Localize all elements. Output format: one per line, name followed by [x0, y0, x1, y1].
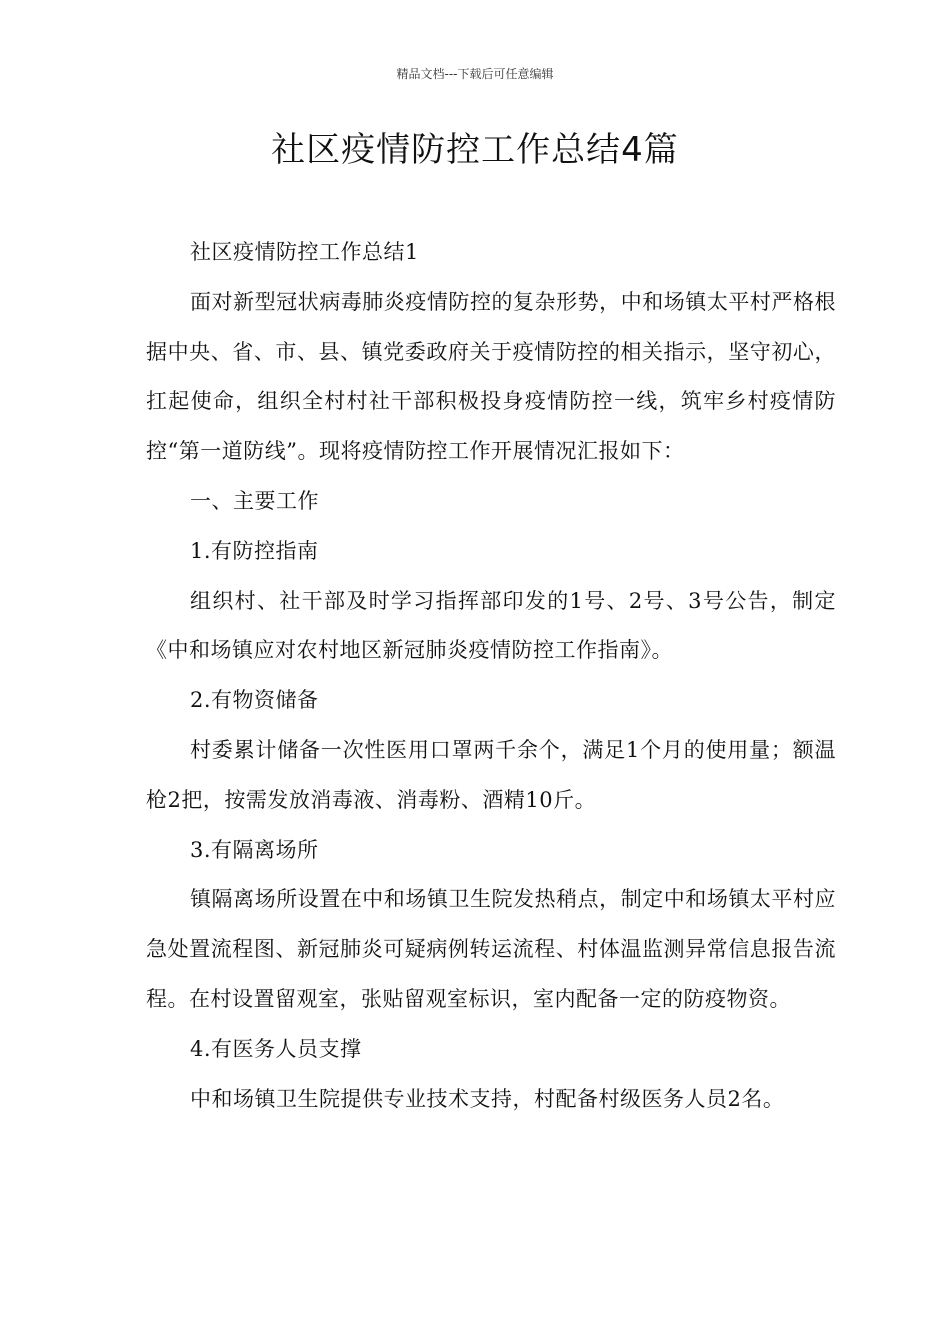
header-note: 精品文档---下载后可任意编辑 — [396, 67, 554, 81]
paragraph: 村委累计储备一次性医用口罩两千余个，满足1个月的使用量；额温枪2把，按需发放消毒液、消毒粉、酒精10斤。 — [146, 737, 836, 812]
subsection-heading: 1.有防控指南 — [190, 538, 319, 563]
paragraph: 镇隔离场所设置在中和场镇卫生院发热稍点，制定中和场镇太平村应急处置流程图、新冠肺炎可疑病例转运流程、村体温监测异常信息报告流程。在村设置留观室，张贴留观室标识，室内配备一定的防疫物资。 — [146, 887, 836, 1011]
section-heading: 一、主要工作 — [190, 488, 319, 513]
paragraph: 组织村、社干部及时学习指挥部印发的1号、2号、3号公告，制定《中和场镇应对农村地区新冠肺炎疫情防控工作指南》。 — [146, 588, 836, 663]
paragraph: 面对新型冠状病毒肺炎疫情防控的复杂形势，中和场镇太平村严格根据中央、省、市、县、镇党委政府关于疫情防控的相关指示，坚守初心，扛起使命，组织全村村社干部积极投身疫情防控一线，筑牢乡村疫情防控“第一道防线”。现将疫情防控工作开展情况汇报如下： — [146, 289, 836, 464]
subsection-heading: 2.有物资储备 — [190, 688, 319, 713]
subsection-heading: 4.有医务人员支撑 — [190, 1036, 362, 1061]
document-body — [146, 228, 836, 1124]
section-heading: 社区疫情防控工作总结1 — [190, 240, 419, 264]
subsection-heading: 3.有隔离场所 — [190, 837, 319, 862]
paragraph: 中和场镇卫生院提供专业技术支持，村配备村级医务人员2名。 — [190, 1086, 785, 1111]
document-title: 社区疫情防控工作总结4篇 — [271, 130, 679, 170]
